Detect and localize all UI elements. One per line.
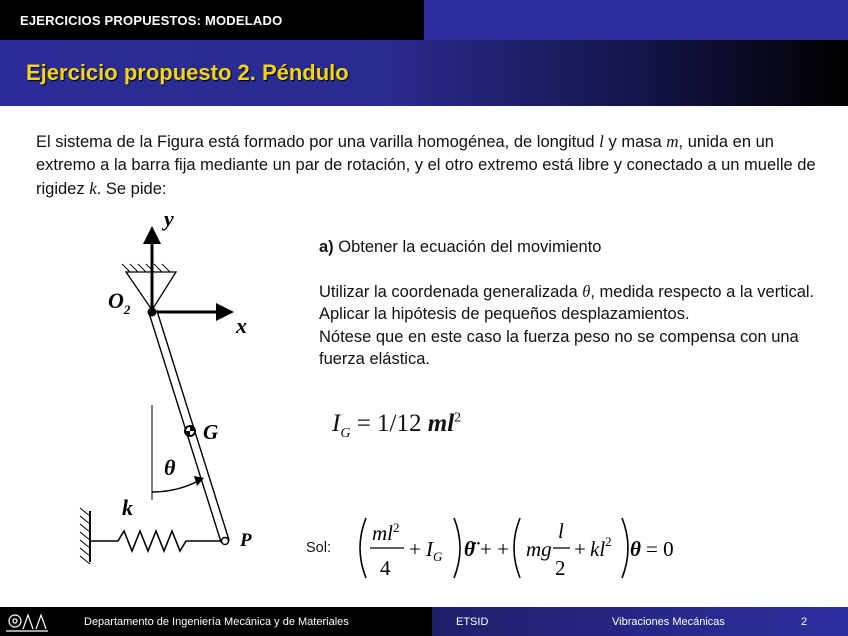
theta-symbol: θ	[582, 281, 591, 301]
wall-hatch	[80, 508, 90, 564]
instruction-line-2: Aplicar la hipótesis de pequeños desplazamientos.	[319, 305, 690, 323]
department-logo-icon	[6, 609, 48, 633]
svg-text:ml2: $ml^2$	[372, 520, 400, 545]
theta-label: θ	[164, 455, 176, 480]
svg-text:mg: mg	[526, 537, 552, 561]
question-a	[319, 236, 819, 259]
p-label: P	[240, 530, 252, 551]
pendulum-figure	[60, 200, 290, 570]
svg-text:+: +	[574, 537, 586, 561]
symbol-l: l	[599, 132, 604, 151]
svg-text:+ +: + +	[480, 537, 509, 561]
svg-text:θ: θ	[630, 537, 641, 561]
question-text: Obtener la ecuación del movimiento	[333, 238, 602, 256]
svg-text:4: 4	[380, 556, 391, 580]
top-bar	[0, 0, 848, 40]
svg-text:θ̈: θ̈	[464, 537, 475, 561]
o-label: $O_2$	[108, 288, 131, 317]
svg-text:kl2: $kl^2$	[590, 534, 612, 561]
question-label: a)	[319, 238, 334, 256]
solution-label: Sol:	[306, 540, 331, 556]
theta-arc	[152, 480, 200, 492]
svg-text:IG: $I_G$	[426, 537, 443, 564]
y-arrow-head	[143, 226, 161, 244]
footer	[0, 607, 848, 636]
inertia-formula: $I_G = 1/12$ $ml^2$	[332, 410, 462, 441]
footer-department: Departamento de Ingeniería Mecánica y de Materiales	[84, 616, 349, 628]
pivot-point	[148, 308, 157, 317]
footer-course: Vibraciones Mecánicas	[612, 616, 725, 628]
k-label: k	[122, 495, 133, 520]
slide-title: Ejercicio propuesto 2. Péndulo	[26, 60, 349, 85]
intro-text-3: , unida en un extremo a la barra fija mediante un par de rotación, y el otro extremo está libre y conectado a un muelle de rigidez	[36, 133, 816, 198]
footer-school: ETSID	[456, 616, 489, 628]
g-label: G	[203, 420, 219, 444]
symbol-k: k	[89, 179, 97, 198]
intro-text-2: y masa	[603, 133, 667, 151]
instructions-block	[319, 236, 819, 371]
point-p	[222, 538, 229, 545]
x-label: x	[236, 313, 247, 338]
svg-text:2: 2	[555, 556, 566, 580]
instruction-text: Utilizar la coordenada generalizada θ, medida respecto a la vertical. Aplicar la hipótesis de pequeños desplazamientos. Nótese que en este caso la fuerza peso no se compensa con una fuerza elástica.	[319, 281, 819, 371]
svg-text:+: +	[409, 537, 421, 561]
spring	[90, 531, 225, 551]
intro-text-1: El sistema de la Figura está formado por una varilla homogénea, de longitud	[36, 133, 600, 151]
instruction-line-3: Nótese que en este caso la fuerza peso no se compensa con una fuerza elástica.	[319, 327, 799, 368]
intro-paragraph	[36, 130, 826, 201]
solution-formula	[350, 510, 690, 585]
svg-text:l: l	[558, 519, 564, 543]
x-arrow-head	[216, 303, 234, 321]
y-label: y	[164, 206, 174, 231]
svg-text:= 0: = 0	[646, 537, 674, 561]
page-number: 2	[801, 616, 808, 628]
support-hatch	[122, 264, 170, 272]
title-bar	[0, 40, 848, 106]
section-label: EJERCICIOS PROPUESTOS: MODELADO	[20, 13, 283, 28]
intro-text-4: . Se pide:	[96, 180, 167, 198]
symbol-m: m	[666, 132, 679, 151]
